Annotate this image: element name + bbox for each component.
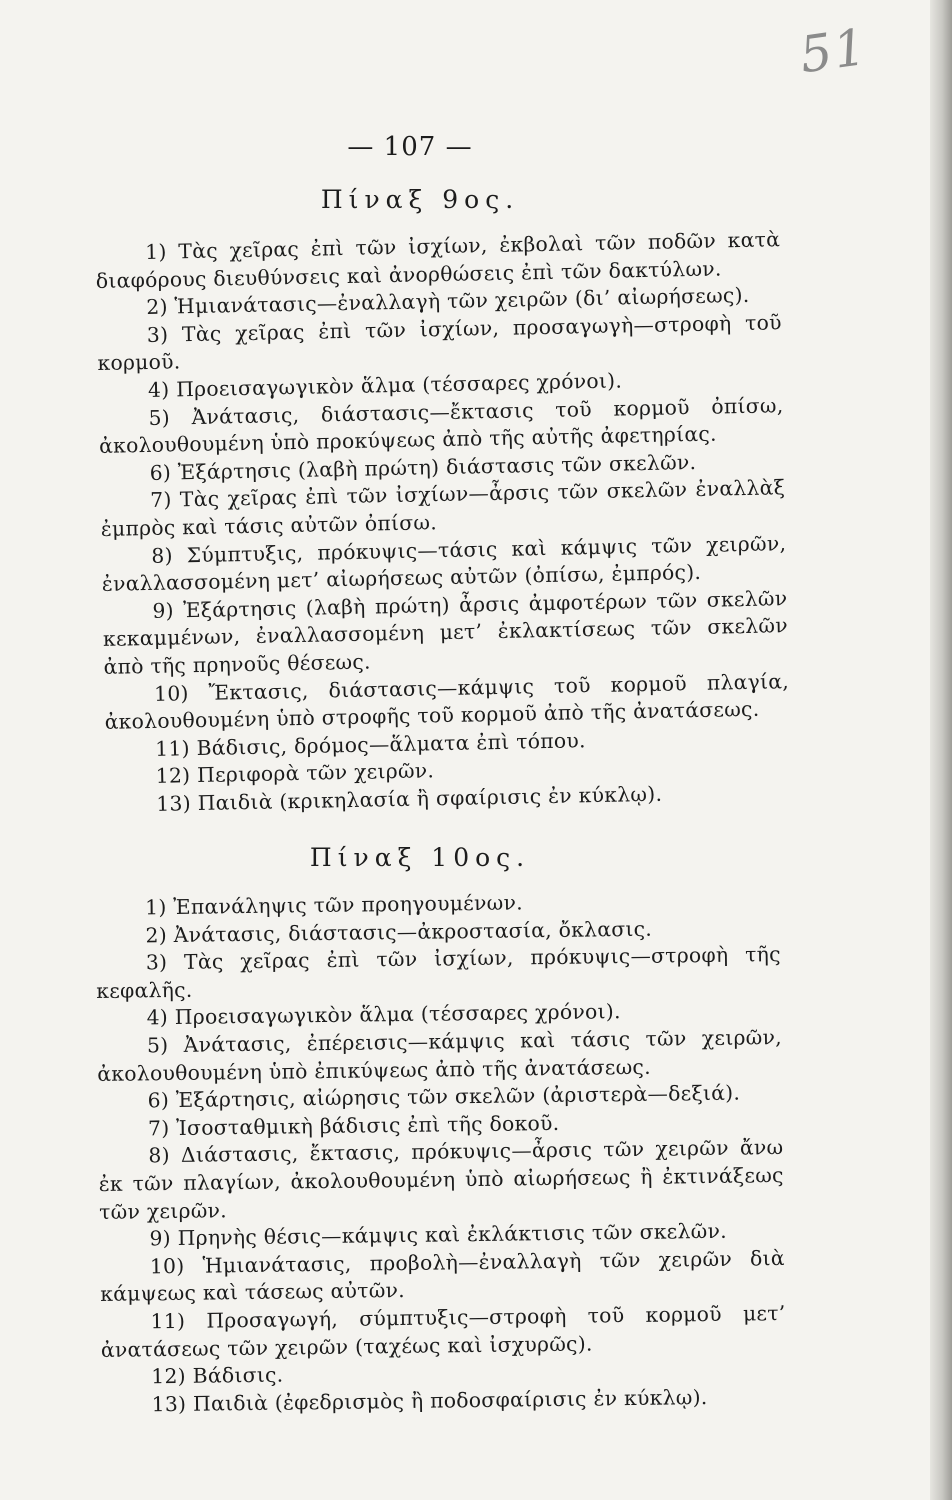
exercise-item: 1) Ἐπανάληψις τῶν προηγουμένων. [145, 890, 524, 920]
exercise-item: 4) Προεισαγωγικὸν ἅλμα (τέσσαρες χρόνοι). [146, 999, 621, 1030]
exercise-item: 1) Τὰς χεῖρας ἐπὶ τῶν ἰσχίων, ἐκβολαὶ τῶν ποδῶν κατὰ διαφόρους διευθύνσεις καὶ ἀνορθώσεις ἐπὶ τῶν δακτύλων. [95, 227, 781, 293]
exercise-item: 13) Παιδιὰ (κρικηλασία ἢ σφαίρισις ἐν κύκλῳ). [156, 781, 663, 816]
exercise-item: 7) Ἰσοσταθμικὴ βάδισις ἐπὶ τῆς δοκοῦ. [147, 1110, 560, 1141]
exercise-item: 3) Τὰς χεῖρας ἐπὶ τῶν ἰσχίων, προσαγωγὴ—στροφὴ τοῦ κορμοῦ. [97, 310, 783, 376]
exercise-item: 6) Ἐξάρτησις, αἰώρησις τῶν σκελῶν (ἀριστερὰ—δεξιά). [147, 1080, 741, 1113]
exercise-item: 9) Ἐξάρτησις (λαβὴ πρώτη) ἆρσις ἀμφοτέρων τῶν σκελῶν κεκαμμένων, ἐναλλασσομένη μετ’ ἐκλακτίσεως τῶν σκελῶν ἀπὸ τῆς πρηνοῦς θέσεως. [102, 585, 789, 679]
table-10-title: Πίναξ 10ος. [309, 843, 531, 872]
exercise-item: 4) Προεισαγωγικὸν ἅλμα (τέσσαρες χρόνοι). [147, 368, 623, 402]
exercise-item: 5) Ἀνάτασις, διάστασις—ἔκτασις τοῦ κορμοῦ ὀπίσω, ἀκολουθουμένη ὑπὸ προκύψεως ἀπὸ τῆς αὐτῆς ἀφετηρίας. [98, 392, 784, 459]
exercise-item: 3) Τὰς χεῖρας ἐπὶ τῶν ἰσχίων, πρόκυψις—στροφὴ τῆς κεφαλῆς. [96, 942, 781, 1003]
exercise-item: 7) Τὰς χεῖρας ἐπὶ τῶν ἰσχίων—ἆρσις τῶν σκελῶν ἐναλλὰξ ἐμπρὸς καὶ τάσις αὐτῶν ὀπίσω. [100, 475, 786, 541]
table-9-title: Πίναξ 9ος. [320, 185, 520, 214]
exercise-item: 8) Σύμπτυξις, πρόκυψις—τάσις καὶ κάμψις τῶν χειρῶν, ἐναλλασσομένη μετ’ αἰωρήσεως αὐτῶν (ὀπίσω, ἐμπρός). [101, 530, 787, 597]
exercise-item: 8) Διάστασις, ἔκτασις, πρόκυψις—ἆρσις τῶν χειρῶν ἄνω ἐκ τῶν πλαγίων, ἀκολουθουμένη ὑπὸ αἰωρήσεως ἢ ἐκτινάξεως τῶν χειρῶν. [98, 1135, 784, 1224]
exercise-item: 2) Ἡμιανάτασις—ἐναλλαγὴ τῶν χειρῶν (δι’ αἰωρήσεως). [146, 283, 750, 320]
exercise-item: 2) Ἀνάτασις, διάστασις—ἀκροστασία, ὄκλασις. [145, 916, 653, 947]
exercise-item: 10) Ἡμιανάτασις, προβολὴ—ἐναλλαγὴ τῶν χειρῶν διὰ κάμψεως καὶ τάσεως αὐτῶν. [100, 1245, 785, 1307]
exercise-item: 11) Βάδισις, δρόμος—ἅλματα ἐπὶ τόπου. [154, 727, 586, 761]
exercise-item: 12) Βάδισις. [151, 1362, 284, 1389]
exercise-item: 11) Προσαγωγή, σύμπτυξις—στροφὴ τοῦ κορμοῦ μετ’ ἀνατάσεως τῶν χειρῶν (ταχέως καὶ ἰσχυρῶς). [100, 1300, 786, 1362]
handwritten-page-mark: 51 [796, 17, 872, 85]
exercise-item: 6) Ἐξάρτησις (λαβὴ πρώτη) διάστασις τῶν σκελῶν. [149, 449, 697, 485]
table-9-exercise-list [95, 226, 791, 819]
page-edge-shadow [930, 0, 952, 1500]
exercise-item: 10) Ἔκτασις, διάστασις—κάμψις τοῦ κορμοῦ πλαγία, ἀκολουθουμένη ὑπὸ στροφῆς τοῦ κορμοῦ ἀπὸ τῆς ἀνατάσεως. [104, 668, 790, 734]
page-number: — 107 — [347, 132, 473, 162]
table-10-exercise-list [95, 886, 787, 1419]
exercise-item: 13) Παιδιὰ (ἐφεδρισμὸς ἢ ποδοσφαίρισις ἐν κύκλῳ). [151, 1384, 708, 1416]
exercise-item: 5) Ἀνάτασις, ἐπέρεισις—κάμψις καὶ τάσις τῶν χειρῶν, ἀκολουθουμένη ὑπὸ ἐπικύψεως ἀπὸ τῆς ἀνατάσεως. [97, 1024, 783, 1086]
exercise-item: 9) Πρηνὴς θέσις—κάμψις καὶ ἐκλάκτισις τῶν σκελῶν. [149, 1218, 728, 1251]
exercise-item: 12) Περιφορὰ τῶν χειρῶν. [155, 758, 435, 789]
